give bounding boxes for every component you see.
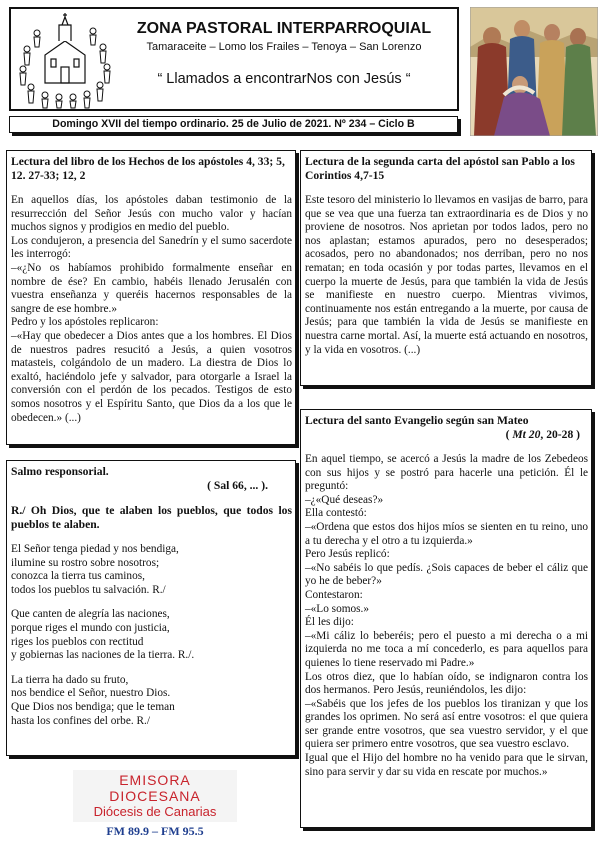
psalm-line: nos bendice el Señor, nuestro Dios. bbox=[11, 687, 171, 700]
psalm-line: Que canten de alegría las naciones, bbox=[11, 608, 170, 621]
gospel-ref-book: Mt 20 bbox=[512, 428, 541, 441]
gospel-paragraph: Él les dijo: bbox=[305, 616, 354, 629]
radio-line1: EMISORA bbox=[119, 772, 191, 788]
gospel-paragraph: Igual que el Hijo del hombre no ha venido para que le sirvan, sino para servir y dar su vida en rescate por muchos.» bbox=[305, 752, 588, 778]
psalm-stanza bbox=[11, 543, 292, 597]
gospel-paragraph: Contestaron: bbox=[305, 588, 363, 601]
psalm-line: porque riges el mundo con justicia, bbox=[11, 621, 170, 634]
psalm-line: riges los pueblos con rectitud bbox=[11, 635, 144, 648]
first-reading-paragraph: En aquellos días, los apóstoles daban testimonio de la resurrección del Señor Jesús con mucho valor y hacían muchos signos y prodigios en medio del pueblo. bbox=[11, 194, 292, 234]
psalm-line: hasta los confines del orbe. R./ bbox=[11, 714, 150, 727]
header-motto: “ Llamados a encontrarNos con Jesús “ bbox=[157, 71, 411, 87]
gospel-paragraph: –«Mi cáliz lo beberéis; pero el puesto a mi derecha o a mi izquierda no me toca a mí concederlo, es para aquellos para quienes lo tiene reservado mi Padre.» bbox=[305, 629, 588, 669]
gospel-paragraph: –¿«Qué deseas?» bbox=[305, 493, 384, 506]
first-reading-paragraph: Pedro y los apóstoles replicaron: bbox=[11, 316, 159, 329]
psalm-line: La tierra ha dado su fruto, bbox=[11, 673, 129, 686]
gospel-ref-open: ( bbox=[505, 428, 513, 441]
first-reading-paragraph: Los condujeron, a presencia del Sanedrín y el sumo sacerdote les interrogó: bbox=[11, 234, 292, 261]
header-title: ZONA PASTORAL INTERPARROQUIAL bbox=[136, 20, 432, 37]
psalm-stanza bbox=[11, 608, 292, 662]
gospel-reference bbox=[305, 428, 588, 442]
psalm-title: Salmo responsorial. bbox=[11, 465, 109, 478]
gospel-paragraph: En aquel tiempo, se acercó a Jesús la madre de los Zebedeos con sus hijos y se postró para hacerle una petición. Él le preguntó: bbox=[305, 453, 588, 493]
second-reading-text: Este tesoro del ministerio lo llevamos en vasijas de barro, para que se vea que una fuerza tan extraordinaria es de Dios y no proviene de nosotros. Nos aprietan por todos lados, pero no nos aplastan; estamos apurados, pero no desesperados; acosados, pero no abandonados; nos derriban, pero no nos rematan; en toda ocasión y por todas partes, llevamos en el cuerpo la muerte de Jesús, para que también la vida de Jesús se manifieste en nuestro cuerpo. Mientras vivimos, continuamente nos están entregando a la muerte, por causa de Jesús; para que también la vida de Jesús se manifieste en nuestra carne mortal. Así, la muerte está actuando en nosotros, y la vida en vosotros. (...) bbox=[305, 194, 588, 356]
first-reading-title: Lectura del libro de los Hechos de los apóstoles 4, 33; 5, 12. 27-33; 12, 2 bbox=[11, 155, 285, 182]
psalm-line: ilumine su rostro sobre nosotros; bbox=[11, 556, 160, 569]
first-reading-paragraph: –«Hay que obedecer a Dios antes que a los hombres. El Dios de nuestros padres resucitó a Jesús, a quien vosotros matasteis, colgándolo de un madero. La diestra de Dios lo exaltó, haciéndolo jefe y salvador, para otorgarle a Israel la conversión con el perdón de los pecados. Testigos de esto somos nosotros y el Espíritu Santo, que Dios da a los que le obedecen.» (...) bbox=[11, 329, 292, 424]
gospel-paragraph: –«No sabéis lo que pedís. ¿Sois capaces de beber el cáliz que yo he de beber?» bbox=[305, 561, 588, 588]
psalm-stanza bbox=[11, 674, 292, 728]
gospel-ref-verses: , 20-28 ) bbox=[540, 428, 580, 441]
gospel-paragraph: –«Sabéis que los jefes de los pueblos los tiranizan y que los grandes los oprimen. No será así entre vosotros: el que quiera ser grande entre vosotros, que sea vuestro servidor, y el que quiera ser primero entre vosotros, que sea vuestro esclavo. bbox=[305, 697, 588, 751]
gospel-paragraph: –«Lo somos.» bbox=[305, 602, 370, 615]
psalm-line: conozca la tierra tus caminos, bbox=[11, 570, 145, 583]
psalm-line: Que Dios nos bendiga; que le teman bbox=[11, 700, 175, 713]
gospel-box bbox=[300, 409, 592, 828]
psalm-reference: ( Sal 66, ... ). bbox=[207, 479, 268, 492]
gospel-title: Lectura del santo Evangelio según san Mateo bbox=[305, 414, 529, 427]
radio-line2: DIOCESANA bbox=[109, 788, 201, 804]
date-line bbox=[9, 116, 458, 133]
gospel-paragraph: Ella contestó: bbox=[305, 507, 367, 520]
psalm-line: y gobiernas las naciones de la tierra. R./. bbox=[11, 649, 195, 662]
first-reading-box bbox=[6, 150, 296, 445]
header-parishes: Tamaraceite – Lomo los Frailes – Tenoya – San Lorenzo bbox=[146, 41, 422, 53]
parish-logo-icon bbox=[15, 11, 115, 109]
first-reading-paragraph: –«¿No os habíamos prohibido formalmente enseñar en nombre de ése? En cambio, habéis llenado Jerusalén con vuestra enseñanza y queréis hacernos responsables de la sangre de ese hombre.» bbox=[11, 261, 292, 315]
gospel-illustration-image bbox=[470, 7, 598, 136]
psalm-response: R./ Oh Dios, que te alaben los pueblos, que todos los pueblos te alaben. bbox=[11, 504, 292, 531]
date-line-text: Domingo XVII del tiempo ordinario. 25 de Julio de 2021. Nº 234 – Ciclo B bbox=[52, 118, 415, 130]
radio-line3: Diócesis de Canarias bbox=[93, 804, 217, 819]
header-box bbox=[9, 7, 459, 111]
second-reading-box bbox=[300, 150, 592, 386]
gospel-paragraph: Los otros diez, que lo habían oído, se indignaron contra los dos hermanos. Pero Jesús, reuniéndolos, les dijo: bbox=[305, 670, 588, 697]
psalm-box bbox=[6, 460, 296, 756]
gospel-paragraph: –«Ordena que estos dos hijos míos se sienten en tu reino, uno a tu derecha y el otro a tu izquierda.» bbox=[305, 520, 588, 547]
gospel-paragraph: Pero Jesús replicó: bbox=[305, 548, 390, 561]
radio-logo bbox=[73, 770, 237, 822]
psalm-line: El Señor tenga piedad y nos bendiga, bbox=[11, 543, 179, 555]
second-reading-title: Lectura de la segunda carta del apóstol san Pablo a los Corintios 4,7-15 bbox=[305, 155, 575, 182]
psalm-line: todos los pueblos tu salvación. R./ bbox=[11, 583, 166, 596]
radio-frequencies: FM 89.9 – FM 95.5 bbox=[106, 824, 204, 838]
